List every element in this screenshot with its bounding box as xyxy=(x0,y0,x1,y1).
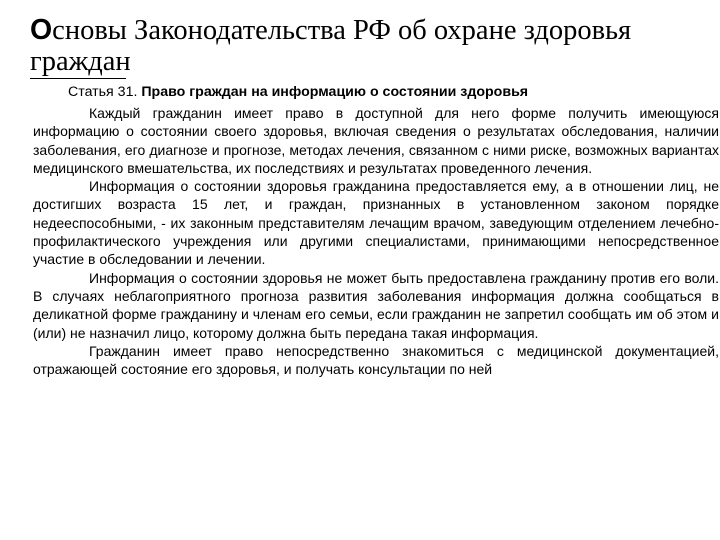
article-number: Статья 31. xyxy=(68,84,138,100)
title-first-letter: О xyxy=(30,14,53,46)
article-heading xyxy=(68,83,708,101)
article-title: Право граждан на информацию о состоянии здоровья xyxy=(141,84,529,100)
paragraph-3: Информация о состоянии здоровья не может быть предоставлена гражданину против его воли. В случаях неблагоприятного прогноза развития заболевания информация должна сообщаться в деликатной форме гражданину и членам его семьи, если гражданин не запретил сообщать им об этом и (или) не назначил лицо, которому должна быть передана такая информация. xyxy=(33,269,719,341)
slide-title xyxy=(30,15,710,77)
paragraph-1: Каждый гражданин имеет право в доступной для него форме получить имеющуюся информацию о состоянии своего здоровья, включая сведения о результатах обследования, наличии заболевания, его диагнозе и прогнозе, методах лечения, связанном с ними риске, возможных вариантах медицинского вмешательства, их последствиях и результатах проведенного лечения. xyxy=(33,105,719,176)
title-underline xyxy=(30,78,126,79)
title-text: сновы Законодательства РФ об охране здоровья граждан xyxy=(30,15,632,77)
paragraph-2: Информация о состоянии здоровья гражданина предоставляется ему, а в отношении лиц, не достигших возраста 15 лет, и граждан, признанных в установленном законом порядке недееспособными, - их законным представителям лечащим врачом, заведующим отделением лечебно-профилактического учреждения или другими специалистами, принимающими непосредственное участие в обследовании и лечении. xyxy=(33,178,719,268)
paragraph-4: Гражданин имеет право непосредственно знакомиться с медицинской документацией, отражающей состояние его здоровья, и получать консультации по ней xyxy=(33,342,719,378)
article-body xyxy=(33,104,719,378)
